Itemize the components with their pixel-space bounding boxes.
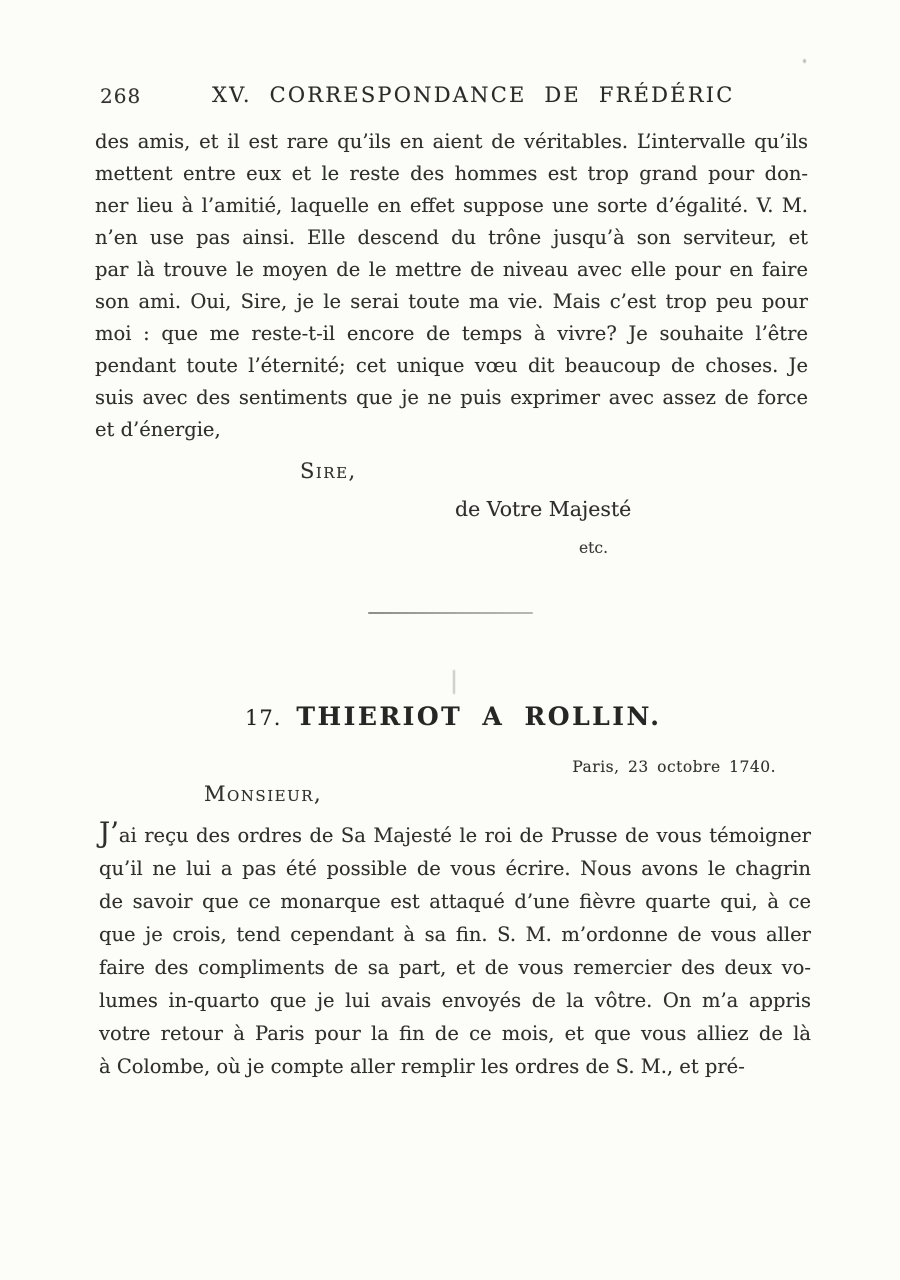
letter-frederic-signature: de Votre Majesté [455,497,632,521]
text-line: suis avec des sentiments que je ne puis exprimer avec assez de force [95,386,808,409]
text-line: par là trouve le moyen de le mettre de niveau avec elle pour en faire [95,258,808,281]
scan-smudge-artifact [453,670,455,694]
text-line: à Colombe, où je compte aller remplir les ordres de S. M., et pré- [99,1055,745,1078]
page-number: 268 [100,84,142,108]
text-line: moi : que me reste-t-il encore de temps à vivre? Je souhaite l’être [95,322,808,345]
section-divider-rule [368,612,533,614]
text-line: de savoir que ce monarque est attaqué d’une fièvre quarte qui, à ce [99,890,811,913]
text-line: votre retour à Paris pour la fin de ce mois, et que vous alliez de là [99,1022,811,1045]
letter-frederic-etc: etc. [579,539,609,557]
letter-frederic-body [95,126,808,446]
text-line: n’en use pas ainsi. Elle descend du trône jusqu’à son serviteur, et [95,226,808,249]
text-line: faire des compliments de sa part, et de vous remercier des deux vo- [99,956,811,979]
text-line: lumes in-quarto que je lui avais envoyés de la vôtre. On m’a appris [99,989,811,1012]
scan-speck-artifact [803,59,806,63]
text-line: des amis, et il est rare qu’ils en aient de véritables. L’intervalle qu’ils [95,130,808,153]
letter-thieriot-heading [245,702,661,731]
text-line: mettent entre eux et le reste des hommes est trop grand pour don- [95,162,808,185]
letter-thieriot-dateline: Paris, 23 octobre 1740. [572,758,776,776]
letter-thieriot-salutation: Monsieur, [204,782,323,806]
text-line: J’ai reçu des ordres de Sa Majesté le roi de Prusse de vous témoigner [99,816,811,849]
text-line: que je crois, tend cependant à sa fin. S. M. m’ordonne de vous aller [99,923,811,946]
text-line: et d’énergie, [95,418,221,441]
letter-thieriot-body [99,816,811,1083]
text-line: ner lieu à l’amitié, laquelle en effet suppose une sorte d’égalité. V. M. [95,194,808,217]
letter-title: THIERIOT A ROLLIN. [296,702,662,731]
text-line: qu’il ne lui a pas été possible de vous écrire. Nous avons le chagrin [99,857,811,880]
running-head: XV. CORRESPONDANCE DE FRÉDÉRIC [212,83,735,107]
text-line: son ami. Oui, Sire, je le serai toute ma vie. Mais c’est trop peu pour [95,290,808,313]
letter-frederic-salutation: Sire, [300,459,357,483]
letter-number: 17. [245,706,282,730]
text-line: pendant toute l’éternité; cet unique vœu dit beaucoup de choses. Je [95,354,808,377]
